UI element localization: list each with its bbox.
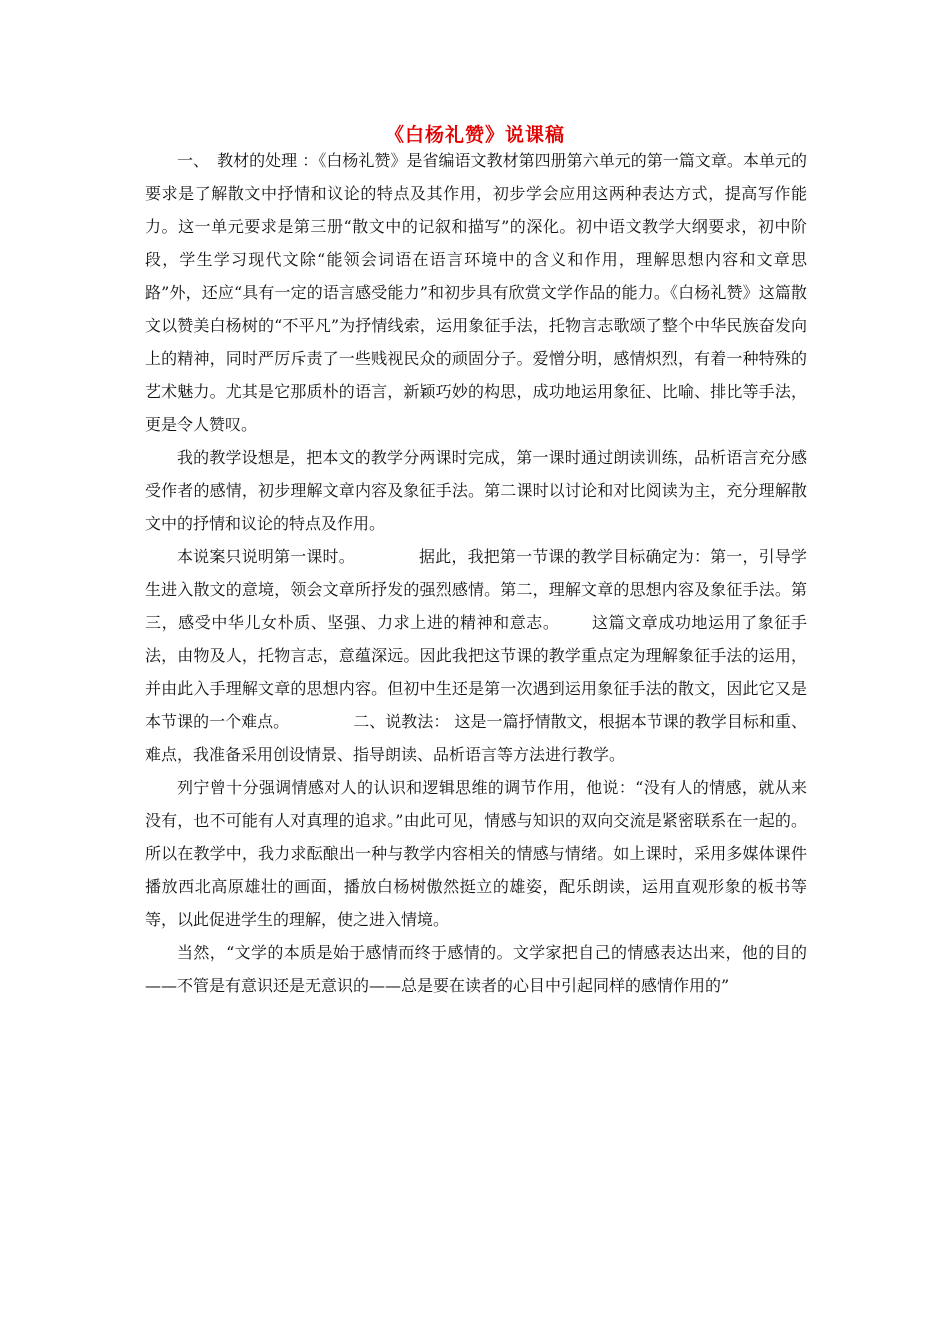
paragraph-text: 这篇文章成功地运用了象征手法，由物及人，托物言志，意蕴深远。因此我把这节课的教学重点定为理解象征手法的运用，并由此入手理解文章的思想内容。但初中生还是第一次遇到运用象征手法的散文，因此它又是本节课的一个难点。 [145, 613, 807, 731]
paragraph-lenin-quote: 列宁曾十分强调情感对人的认识和逻辑思维的调节作用，他说：“没有人的情感，就从来没有，也不可能有人对真理的追求。”由此可见，情感与知识的双向交流是紧密联系在一起的。所以在教学中，我力求酝酿出一种与教学内容相关的情感与情绪。如上课时，采用多媒体课件播放西北高原雄壮的画面，播放白杨树傲然挺立的雄姿，配乐朗读，运用直观形象的板书等等，以此促进学生的理解，使之进入情境。 [145, 778, 807, 929]
paragraph-textbook-analysis [145, 144, 807, 441]
document-title: 《白杨礼赞》说课稿 [384, 124, 565, 146]
paragraph-literature-quote: 当然，“文学的本质是始于感情而终于感情的。文学家把自己的情感表达出来，他的目的——不管是有意识还是无意识的——总是要在读者的心目中引起同样的感情作用的” [145, 943, 807, 995]
section-heading: 二、说教法： [353, 712, 450, 731]
paragraph-text: 一、 教材的处理 ：《白杨礼赞》是省编语文教材第四册第六单元的第一篇文章。本单元的要求是了解散文中抒情和议论的特点及其作用，初步学会应用这两种表达方式，提高写作能力。这一单元要求是第三册“散文中的记叙和描写”的深化。初中语文教学大纲要求，初中阶段，学生学习现代文除“能领会词语在语言环境中的含义和作用，理解思想内容和文章思路”外，还应“具有一定的语言感受能力”和初步具有欣赏文学作品的能力。《白杨礼赞》这篇散文以赞美白杨树的“不平凡”为抒情线索，运用象征手法，托物言志歌颂了整个中华民族奋发向上的精神，同时严厉斥责了一些贱视民众的顽固分子。爱憎分明，感情炽烈，有着一种特殊的艺术魅力。尤其是它那质朴的语言，新颖巧妙的构思，成功地运用象征、比喻、排比等手法，更是令人赞叹。 [145, 151, 807, 434]
paragraph-text: 据此，我把第一节课的教学目标确定为：第一，引导学生进入散文的意境，领会文章所抒发的强烈感情。第二，理解文章的思想内容及象征手法。第三，感受中华儿女朴质、坚强、力求上进的精神和意志。 [145, 547, 807, 632]
paragraph-text: 本说案只说明第一课时。 [177, 547, 355, 566]
paragraph-teaching-plan: 我的教学设想是，把本文的教学分两课时完成，第一课时通过朗读训练，品析语言充分感受作者的感情，初步理解文章内容及象征手法。第二课时以讨论和对比阅读为主，充分理解散文中的抒情和议论的特点及作用。 [145, 448, 807, 533]
paragraph-text: 这是一篇抒情散文，根据本节课的教学目标和重、难点，我准备采用创设情景、指导朗读、品析语言等方法进行教学。 [145, 712, 807, 764]
paragraph-objectives [145, 540, 807, 771]
document-body [145, 144, 807, 1002]
